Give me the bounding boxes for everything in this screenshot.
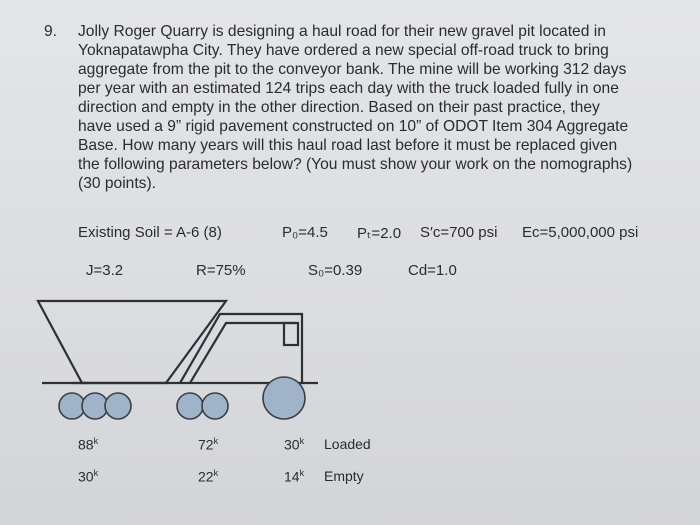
problem-number: 9. — [44, 23, 58, 40]
param-j: J=3.2 — [86, 262, 124, 279]
param-po: P₀=4.5 — [282, 224, 328, 241]
param-existing-soil: Existing Soil = A-6 (8) — [78, 224, 222, 241]
wheel-mid-2 — [202, 393, 228, 419]
param-cd: Cd=1.0 — [408, 262, 457, 279]
empty-axle-2: 22$^k$ — [198, 468, 219, 485]
wheel-rear-1 — [59, 393, 85, 419]
param-pt: Pₜ=2.0 — [357, 225, 402, 242]
problem-line: direction and empty in the other direction. Based on their past practice, they — [78, 99, 600, 116]
problem-line: aggregate from the pit to the conveyor bank. The mine will be working 312 days — [78, 61, 627, 78]
param-so: S₀=0.39 — [308, 262, 363, 279]
empty-label: Empty — [324, 468, 364, 484]
problem-line: Yoknapatawpha City. They have ordered a new special off-road truck to bring — [78, 42, 609, 59]
wheel-front — [263, 377, 305, 419]
problem-line: (30 points). — [78, 175, 157, 192]
problem-line: the following parameters below? (You must show your work on the nomographs) — [78, 156, 633, 173]
problem-line: Jolly Roger Quarry is designing a haul road for their new gravel pit located in — [78, 23, 606, 40]
loaded-label: Loaded — [324, 436, 371, 452]
wheel-rear-2 — [82, 393, 108, 419]
truck-cab-inner — [190, 323, 296, 383]
param-r: R=75% — [196, 262, 246, 279]
problem-line: per year with an estimated 124 trips each day with the truck loaded fully in one — [78, 80, 619, 97]
empty-axle-3: 14$^k$ — [284, 468, 305, 485]
loaded-axle-3: 30$^k$ — [284, 436, 305, 453]
loaded-axle-2: 72$^k$ — [198, 436, 219, 453]
problem-line: Base. How many years will this haul road last before it must be replaced given — [78, 137, 618, 154]
param-ec: Ec=5,000,000 psi — [522, 224, 639, 241]
empty-axle-1: 30$^k$ — [78, 468, 99, 485]
wheel-mid-1 — [177, 393, 203, 419]
problem-line: have used a 9” rigid pavement constructed on 10” of ODOT Item 304 Aggregate — [78, 118, 629, 135]
wheel-rear-3 — [105, 393, 131, 419]
param-sc: S′c=700 psi — [420, 224, 498, 241]
truck-cab-window — [284, 323, 298, 345]
loaded-axle-1: 88$^k$ — [78, 436, 99, 453]
